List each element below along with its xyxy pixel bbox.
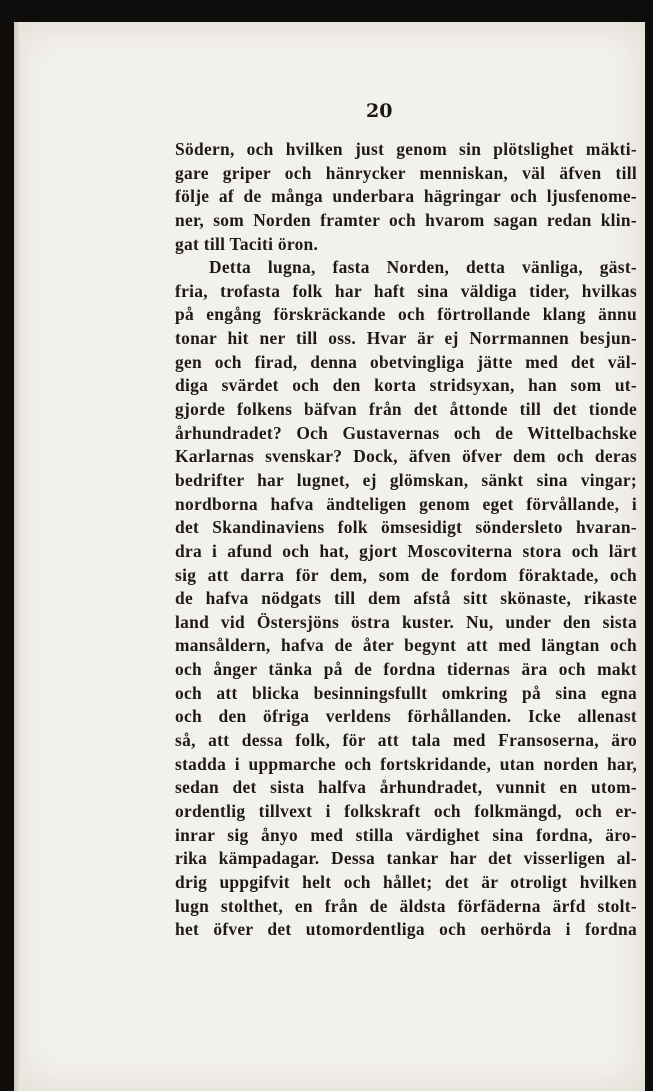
text-line: rika kämpadagar. Dessa tankar har det visserligen al-: [175, 848, 637, 869]
body-text: [175, 138, 637, 942]
text-line: diga svärdet och den korta stridsyxan, han som ut-: [175, 375, 637, 396]
text-line: bedrifter har lugnet, ej glömskan, sänkt sina vingar;: [175, 469, 637, 490]
text-line: dra i afund och hat, gjort Moscoviterna stora och lärt: [175, 540, 637, 561]
text-line: gjorde folkens bäfvan från det åttonde till det tionde: [175, 399, 637, 420]
text-line: sedan det sista halfva århundradet, vunnit en utom-: [175, 777, 637, 798]
text-line: ordentlig tillvext i folkskraft och folkmängd, och er-: [175, 800, 637, 821]
page-number: 20: [366, 100, 393, 122]
text-line: gat till Taciti öron.: [175, 233, 319, 254]
text-line: på engång förskräckande och förtrollande klang ännu: [175, 304, 637, 325]
text-line: stadda i uppmarche och fortskridande, utan norden har,: [175, 753, 637, 774]
text-line: och den öfriga verldens förhållanden. Icke allenast: [175, 706, 637, 727]
text-line: lugn stolthet, en från de äldsta förfäderna ärfd stolt-: [175, 895, 637, 916]
text-line: het öfver det utomordentliga och oerhörda i fordna: [175, 919, 637, 940]
text-line: och att blicka besinningsfullt omkring på sina egna: [175, 682, 637, 703]
text-line: Södern, och hvilken just genom sin plötslighet mäkti-: [175, 139, 637, 159]
text-line: och ånger tänka på de fordna tidernas ära och makt: [175, 659, 637, 680]
text-line: århundradet? Och Gustavernas och de Wittelbachske: [175, 422, 637, 443]
text-line: mansåldern, hafva de åter begynt att med längtan och: [175, 635, 637, 656]
text-line: Karlarnas svenskar? Dock, äfven öfver dem och deras: [175, 446, 637, 467]
page-edge: [14, 22, 22, 1091]
text-line: nordborna hafva ändteligen genom eget förvållande, i: [175, 493, 637, 514]
text-line: de hafva nödgats till dem afstå sitt skönaste, rikaste: [175, 588, 637, 609]
text-line: gare griper och hänrycker menniskan, väl äfven till: [175, 162, 637, 183]
text-line: gen och firad, denna obetvingliga jätte med det väl-: [175, 351, 637, 372]
text-line: fria, trofasta folk har haft sina väldiga tider, hvilkas: [175, 280, 637, 301]
text-line: land vid Östersjöns östra kuster. Nu, under den sista: [175, 611, 637, 632]
text-line: tonar hit ner till oss. Hvar är ej Norrmannen besjun-: [175, 328, 637, 349]
text-line: inrar sig ånyo med stilla värdighet sina fordna, äro-: [175, 824, 637, 845]
text-line: det Skandinaviens folk ömsesidigt söndersleto hvaran-: [175, 517, 637, 538]
text-line: så, att dessa folk, för att tala med Fransoserna, äro: [175, 730, 637, 751]
text-line: sig att darra för dem, som de fordom föraktade, och: [175, 564, 637, 585]
text-line: ner, som Norden framter och hvarom sagan redan klin-: [175, 209, 637, 230]
text-line: Detta lugna, fasta Norden, detta vänliga, gäst-: [209, 257, 637, 278]
text-line: drig uppgifvit helt och hållet; det är otroligt hvilken: [175, 871, 637, 892]
text-line: följe af de många underbara hägringar och ljusfenome-: [175, 186, 637, 207]
